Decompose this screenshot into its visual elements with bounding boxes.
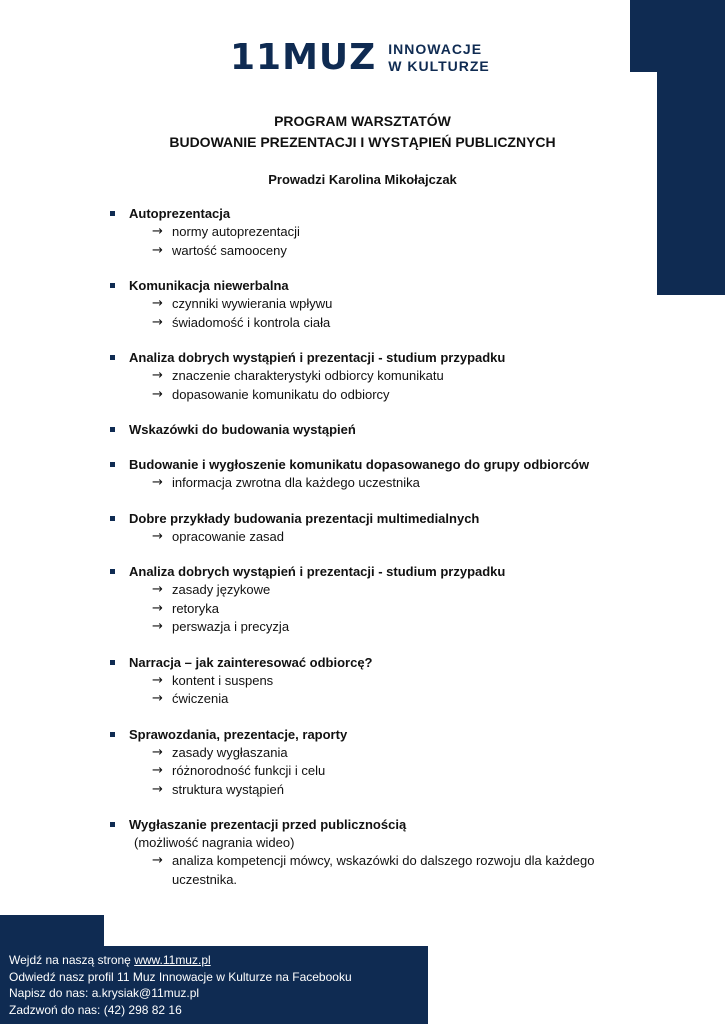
- footer-website-text: Wejdź na naszą stronę: [9, 953, 135, 967]
- section-spacer: [108, 439, 628, 456]
- agenda-topic: [108, 421, 628, 439]
- agenda-subitem-text: świadomość i kontrola ciała: [172, 314, 331, 330]
- arrow-right-icon: →: [152, 853, 163, 868]
- square-bullet-icon: [110, 732, 115, 737]
- agenda-subitem-text: różnorodność funkcji i celu: [172, 763, 326, 778]
- agenda-subitem: [108, 672, 628, 691]
- agenda-section: [108, 563, 628, 637]
- arrow-right-icon: →: [152, 296, 163, 311]
- agenda-topic: [108, 205, 628, 223]
- agenda-subitem-text: zasady wygłaszania: [172, 744, 288, 760]
- square-bullet-icon: [110, 516, 115, 521]
- square-bullet-icon: [110, 569, 115, 574]
- square-bullet-icon: [110, 822, 115, 827]
- footer-website-line: [9, 952, 419, 969]
- arrow-right-icon: →: [152, 600, 163, 616]
- agenda-subitem: [108, 314, 628, 333]
- arrow-right-icon: →: [152, 672, 163, 688]
- section-spacer: [108, 260, 628, 277]
- square-bullet-icon: [110, 211, 115, 216]
- page-title: [0, 111, 725, 153]
- agenda-subitem: [108, 852, 628, 889]
- section-spacer: [108, 493, 628, 510]
- agenda-topic-title: Dobre przykłady budowania prezentacji multimedialnych: [129, 510, 480, 526]
- section-spacer: [108, 709, 628, 726]
- arrow-right-icon: →: [152, 242, 163, 258]
- agenda-topic-title: Wygłaszanie prezentacji przed publicznością: [129, 817, 407, 832]
- agenda-subitem: [108, 762, 628, 781]
- arrow-right-icon: →: [152, 368, 163, 383]
- footer-facebook-line: Odwiedź nasz profil 11 Muz Innowacje w Kulturze na Facebooku: [9, 969, 352, 984]
- agenda-subitem: [108, 367, 628, 386]
- agenda-topic: [108, 510, 628, 528]
- agenda-subitem-text: czynniki wywierania wpływu: [172, 296, 333, 311]
- agenda-topic-title: Sprawozdania, prezentacje, raporty: [129, 726, 348, 742]
- agenda-topic: [108, 816, 628, 834]
- agenda-subitem-text: opracowanie zasad: [172, 528, 285, 544]
- arrow-right-icon: →: [152, 582, 163, 597]
- agenda-subitem: [108, 744, 628, 763]
- agenda-subitem-text: kontent i suspens: [172, 672, 274, 688]
- agenda-topic: [108, 277, 628, 295]
- logo-tagline-line1: INNOWACJE: [388, 41, 483, 57]
- square-bullet-icon: [110, 427, 115, 432]
- agenda-subitem: [108, 600, 628, 619]
- square-bullet-icon: [110, 660, 115, 665]
- agenda-topic-title: Wskazówki do budowania wystąpień: [129, 422, 356, 437]
- square-bullet-icon: [110, 283, 115, 288]
- agenda-subitem-text: zasady językowe: [172, 582, 271, 597]
- website-link[interactable]: www.11muz.pl: [134, 953, 211, 967]
- section-spacer: [108, 637, 628, 654]
- arrow-right-icon: →: [152, 691, 163, 706]
- agenda-subitem: [108, 618, 628, 637]
- arrow-right-icon: →: [152, 386, 163, 402]
- agenda-subitem: [108, 690, 628, 709]
- logo-tagline-line2: W KULTURZE: [388, 58, 490, 74]
- agenda-subitem-text: ćwiczenia: [172, 691, 229, 706]
- agenda-topic-title: Analiza dobrych wystąpień i prezentacji - studium przypadku: [129, 564, 506, 579]
- title-line-1: PROGRAM WARSZTATÓW: [274, 113, 451, 129]
- agenda-subitem: [108, 474, 628, 493]
- footer-contact: [0, 946, 428, 1024]
- agenda-topic-title: Komunikacja niewerbalna: [129, 278, 289, 293]
- agenda-topic-title: Analiza dobrych wystąpień i prezentacji - studium przypadku: [129, 350, 506, 365]
- title-line-2: BUDOWANIE PREZENTACJI I WYSTĄPIEŃ PUBLICZNYCH: [169, 134, 556, 150]
- arrow-right-icon: →: [152, 763, 163, 778]
- arrow-right-icon: →: [152, 224, 163, 239]
- agenda-topic: [108, 654, 628, 672]
- agenda-subitem-text: wartość samooceny: [172, 242, 287, 258]
- arrow-right-icon: →: [152, 781, 163, 797]
- section-spacer: [108, 799, 628, 816]
- arrow-right-icon: →: [152, 528, 163, 544]
- agenda-section: [108, 726, 628, 800]
- footer-phone-line: Zadzwoń do nas: (42) 298 82 16: [9, 1002, 182, 1017]
- agenda-section: [108, 510, 628, 547]
- agenda-subitem: [108, 295, 628, 314]
- agenda-topic-title: Autoprezentacja: [129, 206, 231, 221]
- agenda-subitem-text: analiza kompetencji mówcy, wskazówki do dalszego rozwoju dla każdego uczestnika.: [172, 853, 595, 887]
- agenda-subitem: [108, 386, 628, 405]
- agenda-topic-note: (możliwość nagrania wideo): [134, 835, 295, 850]
- agenda-topic: [108, 563, 628, 581]
- logo-tagline: [388, 41, 490, 75]
- agenda-subitem-text: struktura wystąpień: [172, 781, 284, 797]
- square-bullet-icon: [110, 462, 115, 467]
- agenda-section: [108, 421, 628, 439]
- agenda-subitem-text: znaczenie charakterystyki odbiorcy komunikatu: [172, 368, 444, 383]
- agenda-list: [108, 205, 628, 889]
- agenda-subitem-text: dopasowanie komunikatu do odbiorcy: [172, 386, 390, 402]
- agenda-topic-title: Narracja – jak zainteresować odbiorcę?: [129, 654, 373, 670]
- logo: [230, 38, 490, 78]
- agenda-subitem: [108, 223, 628, 242]
- agenda-section: [108, 456, 628, 493]
- agenda-topic: [108, 456, 628, 474]
- footer-email-line: Napisz do nas: a.krysiak@11muz.pl: [9, 986, 200, 1000]
- agenda-section: [108, 816, 628, 889]
- agenda-section: [108, 277, 628, 332]
- host-line: Prowadzi Karolina Mikołajczak: [268, 172, 457, 187]
- section-spacer: [108, 404, 628, 421]
- agenda-subitem-text: perswazja i precyzja: [172, 619, 290, 634]
- agenda-topic: [108, 726, 628, 744]
- agenda-topic-title: Budowanie i wygłoszenie komunikatu dopasowanego do grupy odbiorców: [129, 457, 590, 472]
- agenda-topic: [108, 349, 628, 367]
- footer-tab-decoration: [0, 915, 104, 949]
- agenda-subitem: [108, 781, 628, 800]
- agenda-subitem-text: retoryka: [172, 600, 219, 616]
- agenda-section: [108, 654, 628, 709]
- agenda-subitem-text: normy autoprezentacji: [172, 224, 300, 239]
- section-spacer: [108, 332, 628, 349]
- arrow-right-icon: →: [152, 475, 163, 490]
- agenda-subitem: [108, 242, 628, 261]
- agenda-subitem: [108, 528, 628, 547]
- arrow-right-icon: →: [152, 744, 163, 760]
- agenda-section: [108, 205, 628, 260]
- agenda-section: [108, 349, 628, 404]
- section-spacer: [108, 546, 628, 563]
- agenda-subitem: [108, 581, 628, 600]
- agenda-subitem-text: informacja zwrotna dla każdego uczestnika: [172, 475, 420, 490]
- square-bullet-icon: [110, 355, 115, 360]
- logo-mark: 11MUZ: [230, 37, 377, 78]
- arrow-right-icon: →: [152, 619, 163, 634]
- arrow-right-icon: →: [152, 314, 163, 330]
